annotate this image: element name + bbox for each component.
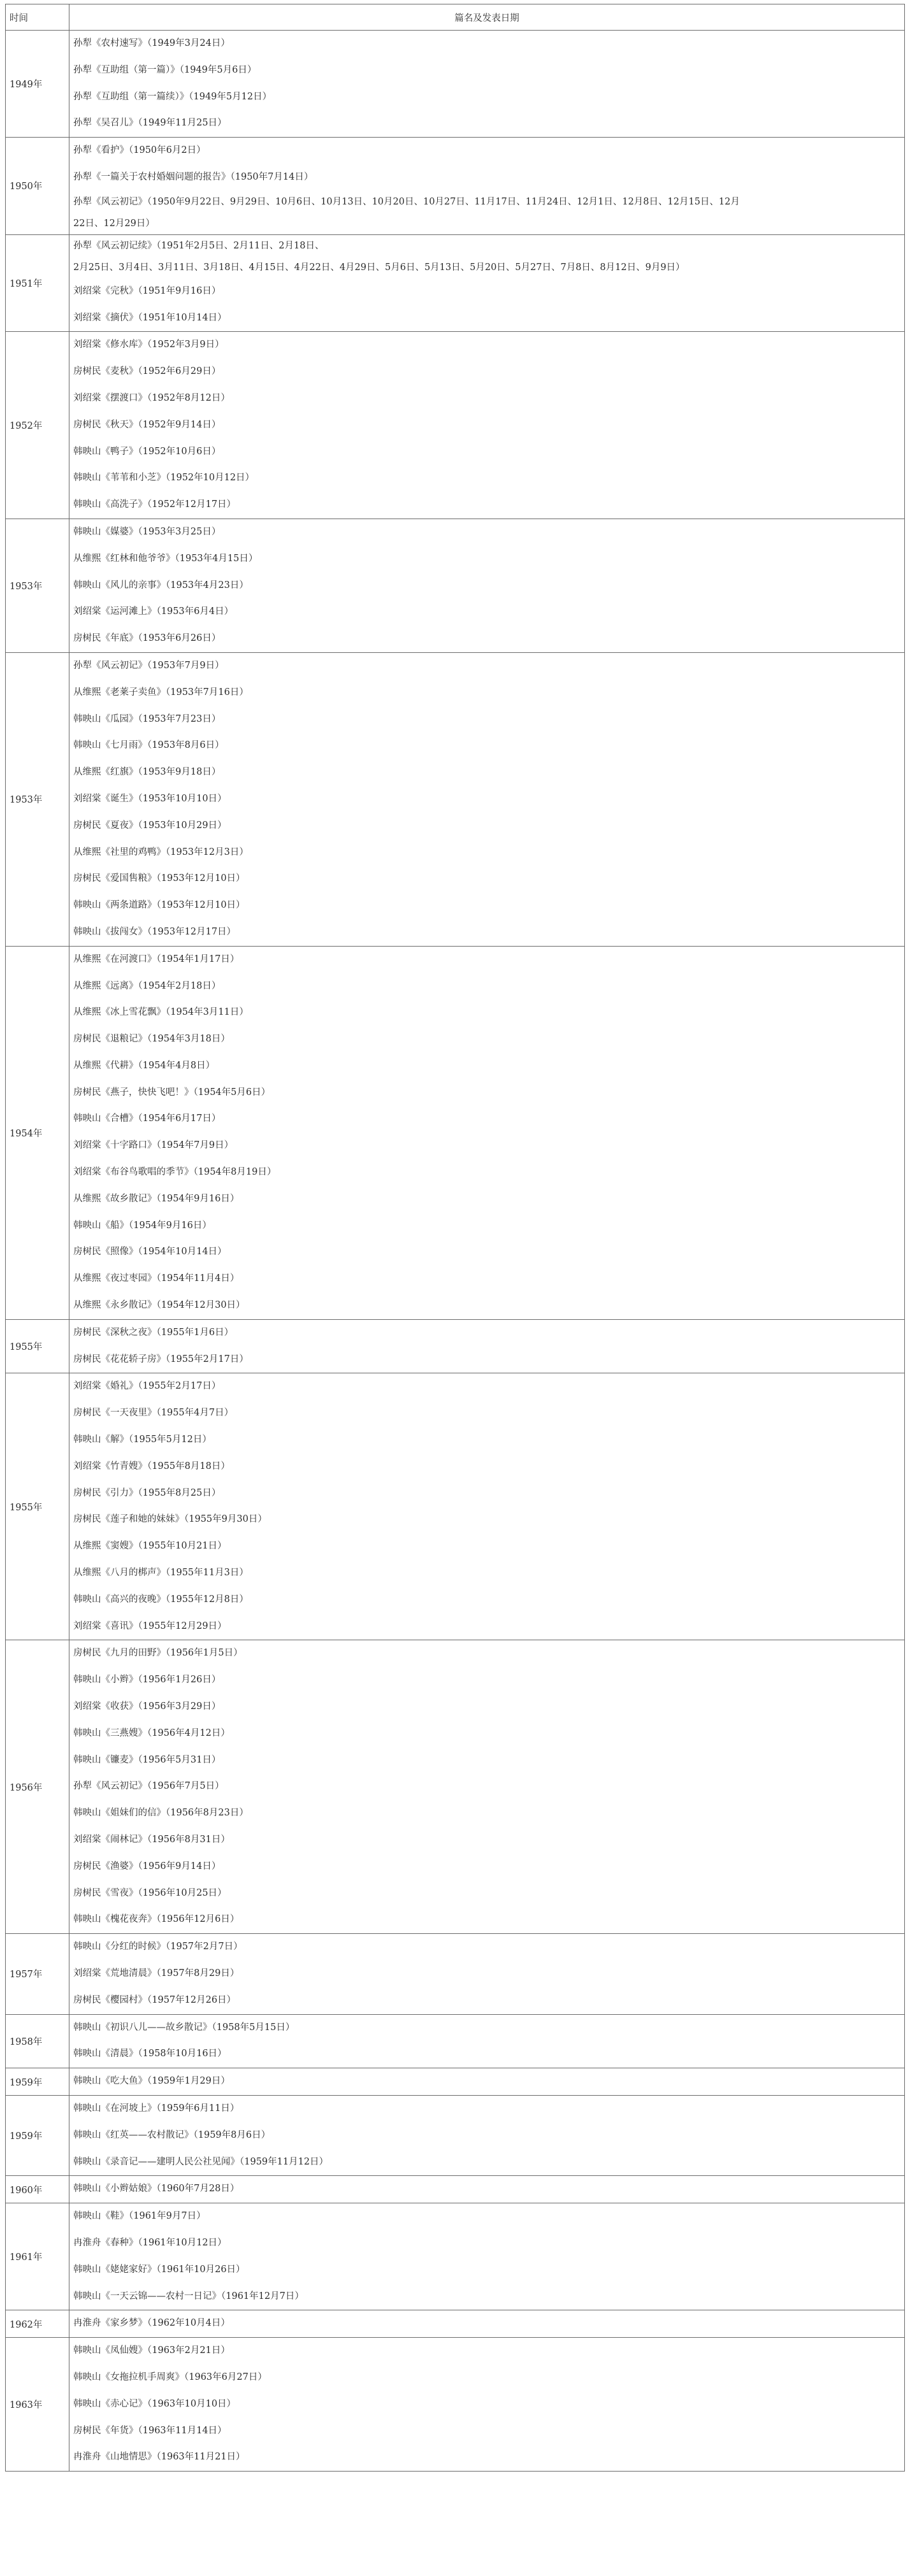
year-cell: 1949年	[6, 31, 69, 138]
list-item: 韩映山《女拖拉机手周爽》（1963年6月27日）	[73, 2372, 267, 2382]
list-item: 韩映山《三燕嫂》（1956年4月12日）	[73, 1728, 230, 1738]
table-row	[6, 652, 905, 946]
table-row	[6, 1373, 905, 1640]
publication-table	[5, 4, 905, 2472]
list-item: 韩映山《高兴的夜晚》（1955年12月8日）	[73, 1594, 249, 1605]
list-item: 从维熙《冰上雪花飘》（1954年3月11日）	[73, 1007, 249, 1018]
list-item: 22日、12月29日）	[73, 218, 155, 229]
entries-cell	[69, 652, 905, 946]
list-item: 刘绍棠《修水库》（1952年3月9日）	[73, 340, 224, 350]
table-row	[6, 2203, 905, 2310]
entries-cell	[69, 332, 905, 519]
header-row	[6, 4, 905, 31]
list-item: 韩映山《分红的时候》（1957年2月7日）	[73, 1942, 243, 1952]
list-item: 韩映山《拔闯女》（1953年12月17日）	[73, 926, 236, 937]
table-row	[6, 946, 905, 1319]
entries-cell	[69, 138, 905, 235]
list-item: 孙犁《风云初记》（1956年7月5日）	[73, 1781, 224, 1792]
year-cell: 1956年	[6, 1640, 69, 1934]
list-item: 韩映山《高洗子》（1952年12月17日）	[73, 499, 236, 510]
year-cell: 1959年	[6, 2068, 69, 2096]
list-item: 韩映山《解》（1955年5月12日）	[73, 1435, 212, 1445]
list-item: 从维熙《夜过枣园》（1954年11月4日）	[73, 1273, 240, 1284]
list-item: 孙犁《风云初记》（1950年9月22日、9月29日、10月6日、10月13日、10月20日、10月27日、11月17日、11月24日、12月1日、12月8日、12月15日、12月	[73, 196, 740, 207]
list-item: 房树民《爱国售粮》（1953年12月10日）	[73, 873, 245, 884]
entries-cell	[69, 234, 905, 332]
table-row	[6, 234, 905, 332]
list-item: 韩映山《清晨》（1958年10月16日）	[73, 2049, 227, 2059]
list-item: 刘绍棠《运河滩上》（1953年6月4日）	[73, 606, 234, 617]
list-item: 刘绍棠《收获》（1956年3月29日）	[73, 1701, 221, 1712]
list-item: 从维熙《窦嫂》（1955年10月21日）	[73, 1541, 227, 1552]
list-item: 韩映山《初识八儿——故乡散记》（1958年5月15日）	[73, 2022, 295, 2033]
list-item: 韩映山《姥姥家好》（1961年10月26日）	[73, 2264, 245, 2275]
list-item: 韩映山《小辫姑娘》（1960年7月28日）	[73, 2184, 240, 2194]
list-item: 房树民《渔婆》（1956年9月14日）	[73, 1861, 221, 1871]
list-item: 房树民《花花轿子房》（1955年2月17日）	[73, 1354, 249, 1364]
list-item: 韩映山《七月雨》（1953年8月6日）	[73, 740, 224, 751]
list-item: 从维熙《永乡散记》（1954年12月30日）	[73, 1300, 245, 1311]
entries-cell	[69, 2310, 905, 2338]
list-item: 韩映山《媒婆》（1953年3月25日）	[73, 526, 221, 537]
list-item: 刘绍棠《诞生》（1953年10月10日）	[73, 793, 227, 804]
table-body	[6, 31, 905, 2472]
entries-cell	[69, 31, 905, 138]
entries-cell	[69, 1373, 905, 1640]
list-item: 孙犁《吴召儿》（1949年11月25日）	[73, 118, 227, 129]
list-item: 孙犁《风云初记续》（1951年2月5日、2月11日、2月18日、	[73, 240, 324, 251]
list-item: 房树民《麦秋》（1952年6月29日）	[73, 366, 221, 377]
entries-cell	[69, 1640, 905, 1934]
list-item: 刘绍棠《布谷鸟歌唱的季节》（1954年8月19日）	[73, 1167, 277, 1178]
list-item: 从维熙《故乡散记》（1954年9月16日）	[73, 1193, 240, 1204]
list-item: 韩映山《苇苇和小芝》（1952年10月12日）	[73, 473, 255, 483]
list-item: 刘绍棠《荒地清晨》（1957年8月29日）	[73, 1968, 240, 1979]
list-item: 冉淮舟《山地情思》（1963年11月21日）	[73, 2452, 245, 2463]
list-item: 从维熙《代耕》（1954年4月8日）	[73, 1060, 215, 1071]
list-item: 孙犁《看护》（1950年6月2日）	[73, 145, 206, 156]
year-cell: 1962年	[6, 2310, 69, 2338]
list-item: 韩映山《赤心记》（1963年10月10日）	[73, 2398, 236, 2409]
list-item: 房树民《引力》（1955年8月25日）	[73, 1487, 221, 1498]
list-item: 房树民《秋天》（1952年9月14日）	[73, 419, 221, 430]
table-row	[6, 2095, 905, 2175]
year-cell: 1955年	[6, 1319, 69, 1373]
list-item: 刘绍棠《十字路口》（1954年7月9日）	[73, 1140, 234, 1151]
list-item: 房树民《退粮记》（1954年3月18日）	[73, 1034, 230, 1045]
list-item: 韩映山《录音记——建明人民公社见闻》（1959年11月12日）	[73, 2156, 329, 2167]
list-item: 韩映山《在河坡上》（1959年6月11日）	[73, 2103, 240, 2114]
year-cell: 1953年	[6, 652, 69, 946]
entries-cell	[69, 2338, 905, 2472]
entries-cell	[69, 1934, 905, 2014]
list-item: 从维熙《红旗》（1953年9月18日）	[73, 767, 221, 778]
entries-cell	[69, 2176, 905, 2203]
table-row	[6, 31, 905, 138]
table-row	[6, 2338, 905, 2472]
list-item: 房树民《年底》（1953年6月26日）	[73, 633, 221, 644]
list-item: 刘绍棠《摘伏》（1951年10月14日）	[73, 312, 227, 323]
list-item: 孙犁《一篇关于农村婚姻问题的报告》（1950年7月14日）	[73, 171, 314, 182]
list-item: 刘绍棠《喜讯》（1955年12月29日）	[73, 1621, 227, 1631]
list-item: 韩映山《合槽》（1954年6月17日）	[73, 1113, 221, 1124]
entries-cell	[69, 519, 905, 652]
year-cell: 1952年	[6, 332, 69, 519]
entries-cell	[69, 2014, 905, 2068]
entries-cell	[69, 2095, 905, 2175]
year-cell: 1959年	[6, 2095, 69, 2175]
year-cell: 1955年	[6, 1373, 69, 1640]
year-cell: 1954年	[6, 946, 69, 1319]
year-cell: 1958年	[6, 2014, 69, 2068]
entries-cell	[69, 2203, 905, 2310]
year-cell: 1953年	[6, 519, 69, 652]
list-item: 刘绍棠《闹林记》（1956年8月31日）	[73, 1835, 230, 1845]
table-row	[6, 1934, 905, 2014]
entries-cell	[69, 1319, 905, 1373]
list-item: 从维熙《在河渡口》（1954年1月17日）	[73, 954, 240, 964]
table-row	[6, 2014, 905, 2068]
table-row	[6, 138, 905, 235]
list-item: 韩映山《姐妹们的信》（1956年8月23日）	[73, 1808, 249, 1819]
list-item: 孙犁《互助组（第一篇续）》（1949年5月12日）	[73, 91, 272, 102]
list-item: 韩映山《镰麦》（1956年5月31日）	[73, 1754, 221, 1765]
table-row	[6, 2176, 905, 2203]
year-cell: 1950年	[6, 138, 69, 235]
list-item: 韩映山《红英——农村散记》（1959年8月6日）	[73, 2129, 271, 2140]
entries-cell	[69, 2068, 905, 2096]
list-item: 房树民《照像》（1954年10月14日）	[73, 1247, 227, 1257]
table-row	[6, 1319, 905, 1373]
list-item: 孙犁《风云初记》（1953年7月9日）	[73, 660, 224, 671]
list-item: 从维熙《红林和他爷爷》（1953年4月15日）	[73, 553, 258, 564]
header-title: 篇名及发表日期	[69, 4, 905, 31]
year-cell: 1961年	[6, 2203, 69, 2310]
list-item: 孙犁《互助组（第一篇）》（1949年5月6日）	[73, 64, 257, 75]
list-item: 韩映山《风儿的亲事》（1953年4月23日）	[73, 580, 249, 590]
list-item: 房树民《一天夜里》（1955年4月7日）	[73, 1408, 234, 1419]
list-item: 冉淮舟《家乡梦》（1962年10月4日）	[73, 2318, 230, 2329]
table-row	[6, 332, 905, 519]
list-item: 孙犁《农村速写》（1949年3月24日）	[73, 38, 230, 48]
table-row	[6, 519, 905, 652]
list-item: 从维熙《老莱子卖鱼》（1953年7月16日）	[73, 687, 249, 698]
list-item: 韩映山《吃大鱼》（1959年1月29日）	[73, 2076, 230, 2087]
list-item: 房树民《燕子，快快飞吧！》（1954年5月6日）	[73, 1087, 271, 1098]
list-item: 韩映山《两条道路》（1953年12月10日）	[73, 900, 245, 911]
list-item: 刘绍棠《婚礼》（1955年2月17日）	[73, 1381, 221, 1392]
year-cell: 1957年	[6, 1934, 69, 2014]
list-item: 韩映山《鸭子》（1952年10月6日）	[73, 446, 221, 457]
list-item: 韩映山《船》（1954年9月16日）	[73, 1220, 212, 1231]
list-item: 房树民《莲子和她的妹妹》（1955年9月30日）	[73, 1514, 267, 1525]
year-cell: 1951年	[6, 234, 69, 332]
list-item: 刘绍棠《竹青嫂》（1955年8月18日）	[73, 1461, 230, 1471]
list-item: 刘绍棠《摆渡口》（1952年8月12日）	[73, 392, 230, 403]
entries-cell	[69, 946, 905, 1319]
table-row	[6, 1640, 905, 1934]
list-item: 房树民《樱园村》（1957年12月26日）	[73, 1994, 236, 2005]
year-cell: 1963年	[6, 2338, 69, 2472]
table-row	[6, 2068, 905, 2096]
list-item: 韩映山《一天云锦——农村一日记》（1961年12月7日）	[73, 2291, 304, 2301]
list-item: 韩映山《槐花夜奔》（1956年12月6日）	[73, 1914, 240, 1925]
table-row	[6, 2310, 905, 2338]
list-item: 房树民《九月的田野》（1956年1月5日）	[73, 1648, 243, 1659]
table-header	[6, 4, 905, 31]
list-item: 韩映山《瓜园》（1953年7月23日）	[73, 713, 221, 724]
list-item: 刘绍棠《完秋》（1951年9月16日）	[73, 285, 221, 296]
list-item: 房树民《年货》（1963年11月14日）	[73, 2425, 227, 2436]
year-cell: 1960年	[6, 2176, 69, 2203]
list-item: 从维熙《八月的梆声》（1955年11月3日）	[73, 1568, 249, 1578]
list-item: 韩映山《凤仙嫂》（1963年2月21日）	[73, 2345, 230, 2356]
list-item: 房树民《夏夜》（1953年10月29日）	[73, 820, 227, 831]
list-item: 韩映山《小辫》（1956年1月26日）	[73, 1675, 221, 1685]
list-item: 冉淮舟《春种》（1961年10月12日）	[73, 2237, 227, 2248]
list-item: 韩映山《鞋》（1961年9月7日）	[73, 2211, 206, 2222]
list-item: 2月25日、3月4日、3月11日、3月18日、4月15日、4月22日、4月29日、5月6日、5月13日、5月20日、5月27日、7月8日、8月12日、9月9日）	[73, 262, 685, 273]
list-item: 房树民《深秋之夜》（1955年1月6日）	[73, 1327, 234, 1338]
list-item: 从维熙《远离》（1954年2月18日）	[73, 980, 221, 991]
header-time: 时间	[6, 4, 69, 31]
list-item: 从维熙《社里的鸡鸭》（1953年12月3日）	[73, 847, 249, 857]
list-item: 房树民《雪夜》（1956年10月25日）	[73, 1887, 227, 1898]
